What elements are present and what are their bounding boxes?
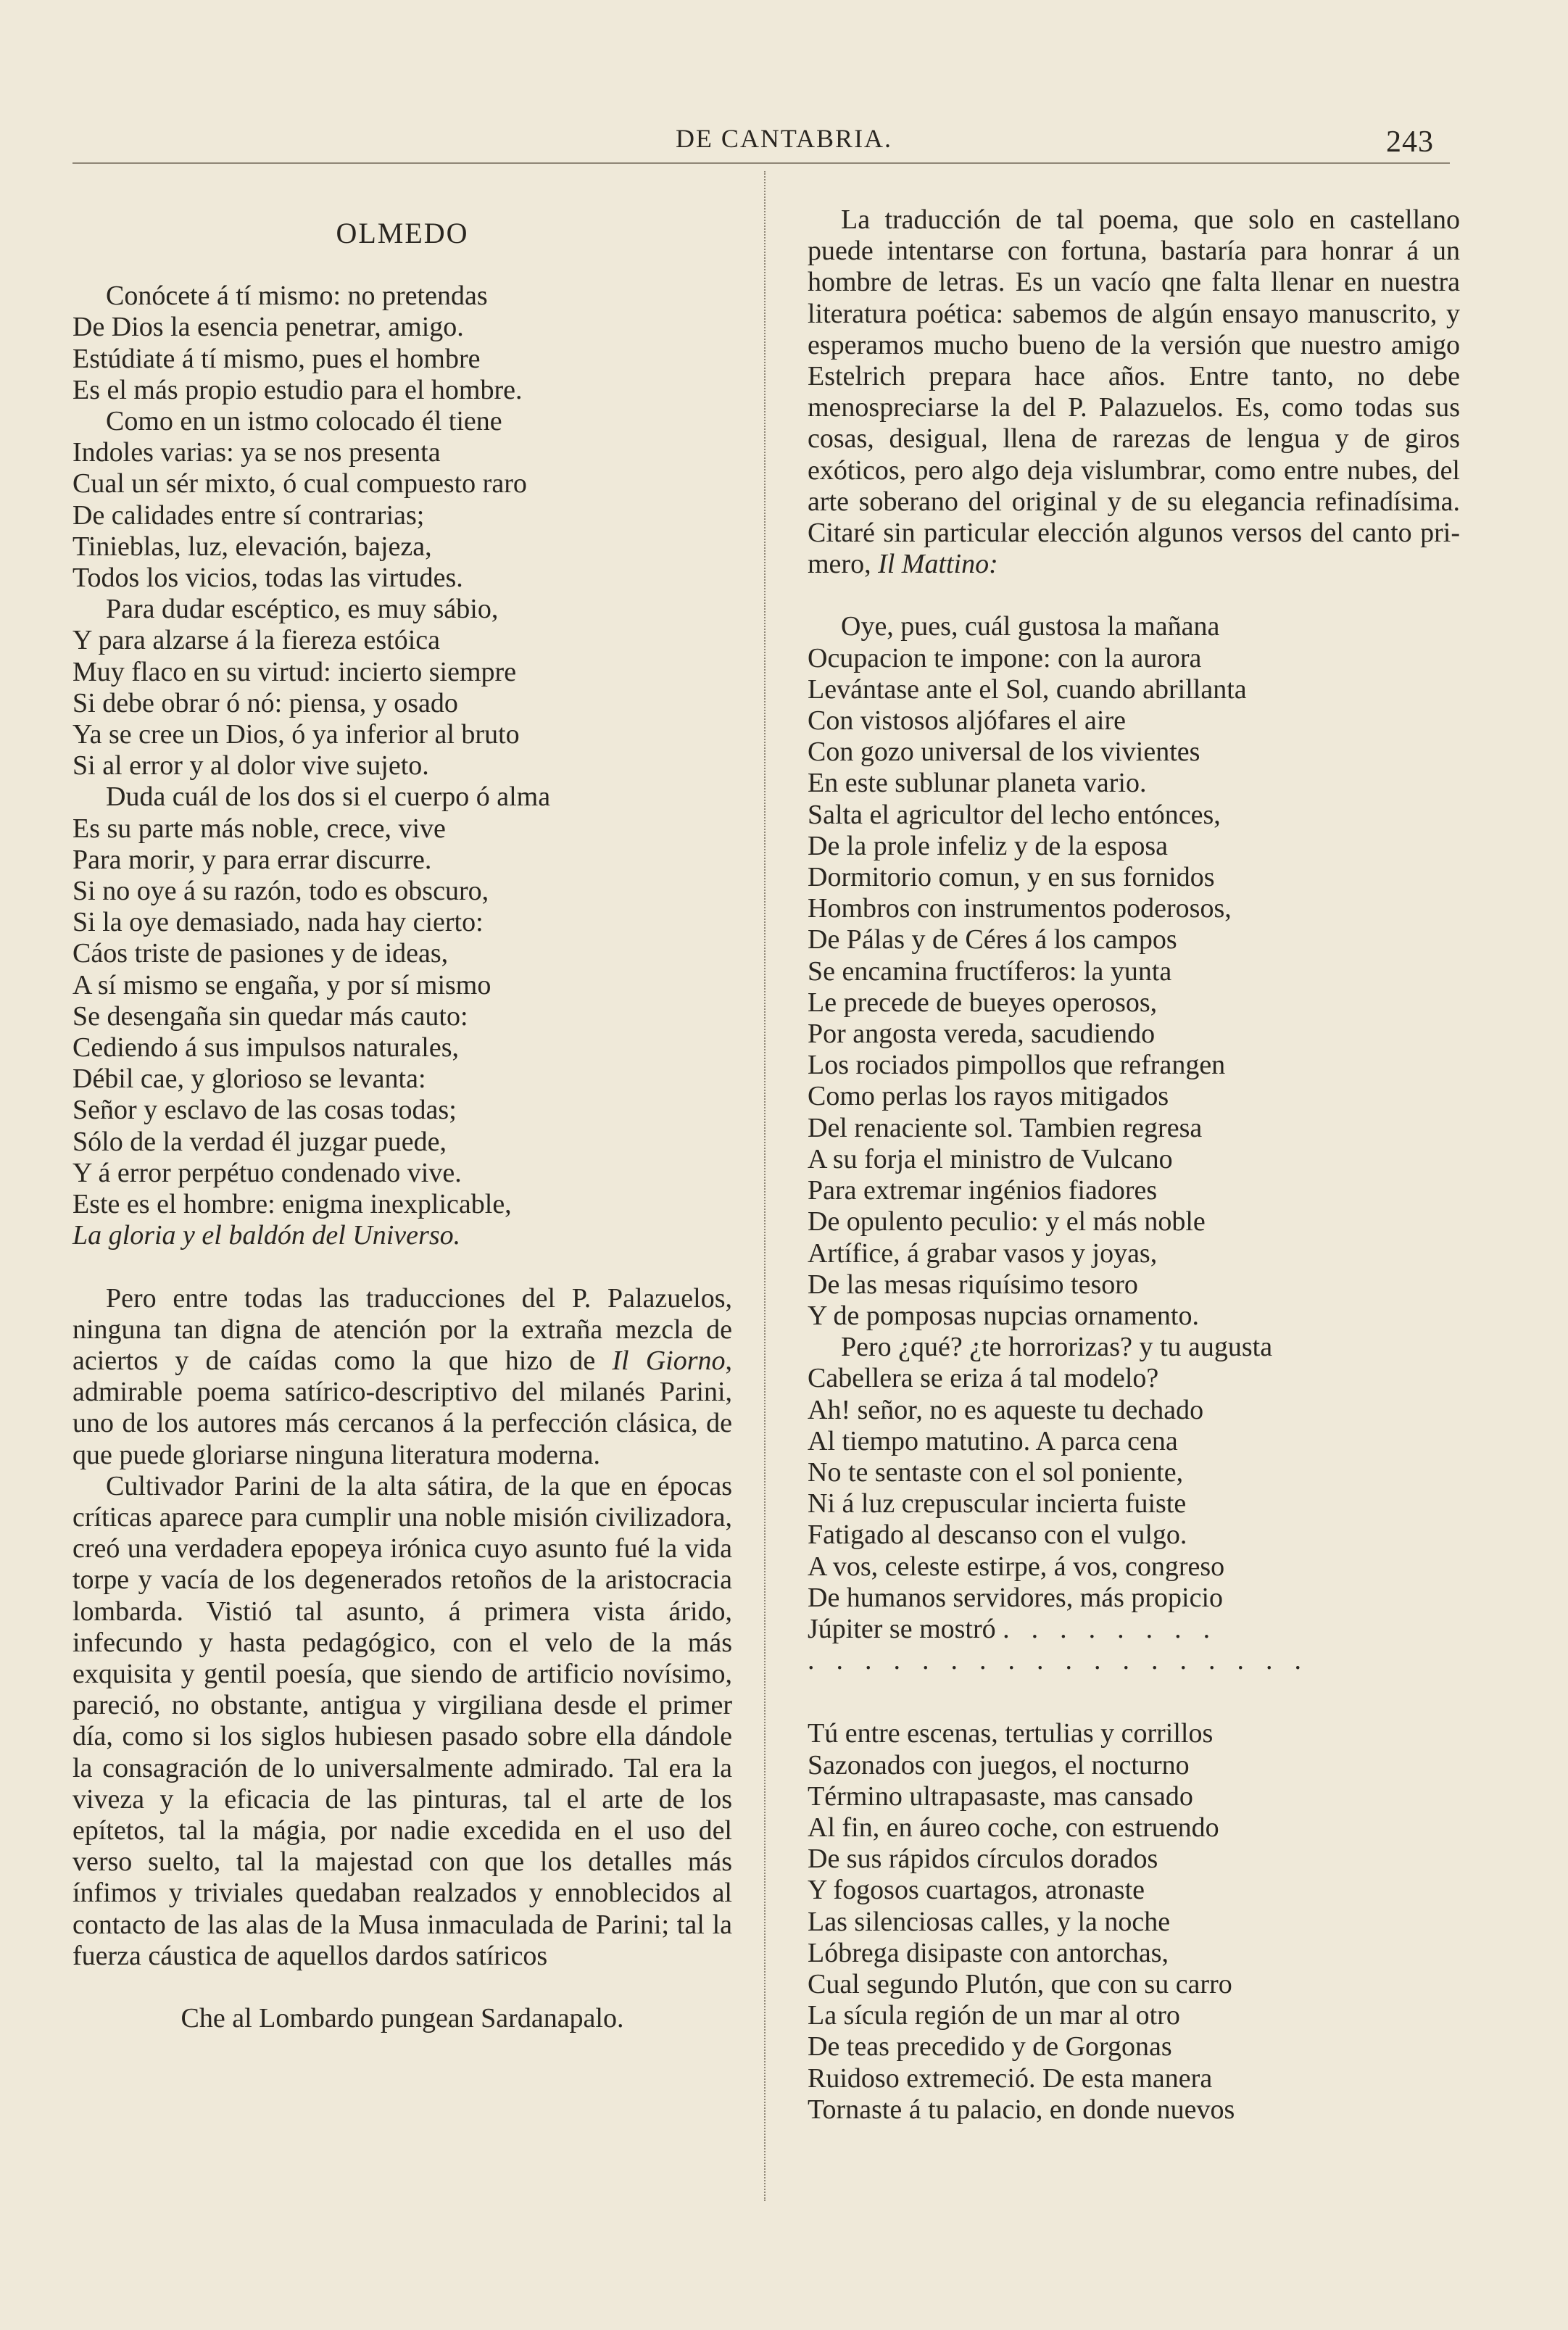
paragraph-text: Pero entre todas las traducciones del P. Palazuelos, ninguna tan digna de atención por la extraña mezcla de aciertos y de caídas como la que hizo de: [72, 1282, 732, 1376]
page-number: 243: [1386, 125, 1434, 159]
poem-line: De Dios la esencia penetrar, amigo.: [72, 312, 464, 343]
verse-line: Ni á luz crepuscular incierta fuiste: [808, 1488, 1187, 1520]
poem-line: Todos los vicios, todas las virtudes.: [72, 563, 463, 594]
verse-line: Salta el agricultor del lecho entónces,: [808, 799, 1221, 830]
verse-line: Para extremar ingénios fiadores: [808, 1175, 1158, 1206]
verse-line: Lóbrega disipaste con antorchas,: [808, 1937, 1169, 1968]
verse-line: Artífice, á grabar vasos y joyas,: [808, 1237, 1158, 1269]
poem-line: Es su parte más noble, crece, vive: [72, 813, 446, 844]
verse-line: De humanos servidores, más propicio: [808, 1582, 1224, 1613]
verse-line: Cabellera se eriza á tal modelo?: [808, 1363, 1159, 1394]
spacer: [808, 580, 1460, 611]
verse-line: Y fogosos cuartagos, atronaste: [808, 1875, 1145, 1906]
verse-line: Se encamina fructíferos: la yunta: [808, 955, 1172, 987]
column-divider: [764, 171, 766, 2201]
poem-line: Cáos triste de pasiones y de ideas,: [72, 938, 449, 969]
poem-line: Sólo de la verdad él juzgar puede,: [72, 1126, 447, 1157]
paragraph: [72, 1283, 732, 1471]
verse-line-with-ellipsis: [808, 1614, 1460, 1645]
verse-line: Ah! señor, no es aqueste tu dechado: [808, 1394, 1204, 1425]
poem-line: Se desengaña sin quedar más cauto:: [72, 1000, 468, 1032]
running-head: DE CANTABRIA.: [675, 124, 893, 153]
verse-line: Sazonados con juegos, el nocturno: [808, 1749, 1190, 1780]
poem-line: Para morir, y para errar discurre.: [72, 844, 432, 875]
verse-line: Con vistosos aljófares el aire: [808, 705, 1127, 737]
poem-line: Cual un sér mixto, ó cual compuesto raro: [72, 468, 527, 499]
intro-block: [808, 204, 1460, 580]
verse-line: De la prole infeliz y de la esposa: [808, 830, 1168, 861]
verse-line: Tú entre escenas, tertulias y corrillos: [808, 1718, 1214, 1749]
verse-line: Ruidoso extremeció. De esta manera: [808, 2062, 1213, 2094]
poem-line: Señor y esclavo de las cosas todas;: [72, 1095, 457, 1126]
verse-line: De sus rápidos círculos dorados: [808, 1844, 1158, 1875]
poem-title: OLMEDO: [336, 217, 469, 249]
verse-line: Oye, pues, cuál gustosa la mañana: [841, 611, 1220, 642]
verse-line: Cual segundo Plutón, que con su carro: [808, 1968, 1232, 1999]
verse-line: Del renaciente sol. Tambien regresa: [808, 1112, 1203, 1143]
poem-line: Es el más propio estudio para el hombre.: [72, 374, 523, 405]
spacer: [72, 1972, 732, 2003]
verse-line: La sícula región de un mar al otro: [808, 2000, 1180, 2031]
paragraph: Cultivador Parini de la alta sátira, de la que en épocas críticas aparece para cumplir una noble misión civilizadora, creó una verdadera epopeya irónica cuyo asunto fué la vida torpe y vacía de los degenerados retoños de la aristocracia lombarda. Vistió tal asunto, á primera vista árido, infecundo y hasta pedagógico, con el velo de la más exquisita y gentil poesía, que siendo de artificio novísimo, pareció, no obstante, antigua y virgiliana desde el primer día, como si los siglos hubiesen pasado sobre ella dándole la consagración de lo universalmente admirado. Tal era la viveza y la eficacia de las pinturas, tal el arte de los epítetos, tal la mágia, por nadie excedida en el uso del verso suelto, tal la majestad con que los detalles más ínfimos y triviales quedaban realzados y ennoblecidos al contacto de las alas de la Musa inmaculada de Parini; tal la fuerza cáustica de aquellos dardos satíricos: [72, 1470, 732, 1971]
poem-line: Estúdiate á tí mismo, pues el hombre: [72, 343, 481, 374]
poem-line: Débil cae, y glorioso se levanta:: [72, 1064, 426, 1095]
poem-line: Y á error perpétuo condenado vive.: [72, 1157, 462, 1188]
verse-line: Al tiempo matutino. A parca cena: [808, 1425, 1178, 1456]
poem-line: Si no oye á su razón, todo es obscuro,: [72, 876, 489, 907]
quoted-verse: Che al Lombardo pungean Sardanapalo.: [181, 2002, 624, 2033]
poem-line: Si al error y al dolor vive sujeto.: [72, 750, 429, 781]
poem-line: Duda cuál de los dos si el cuerpo ó alma: [106, 781, 551, 813]
poem-line: Si la oye demasiado, nada hay cierto:: [72, 907, 484, 938]
poem-line: Conócete á tí mismo: no pretendas: [106, 281, 488, 312]
verse-line: Hombros con instrumentos poderosos,: [808, 893, 1232, 924]
spacer: [808, 1676, 1460, 1718]
work-title: Il Giorno: [612, 1345, 726, 1376]
poem-line: Tinieblas, luz, elevación, bajeza,: [72, 531, 432, 562]
verse-line: Como perlas los rayos mitigados: [808, 1081, 1169, 1112]
translated-verse-b: [808, 1718, 1460, 2126]
spacer: [72, 1252, 732, 1283]
verse-line: De opulento peculio: y el más noble: [808, 1206, 1206, 1237]
verse-line: Los rociados pimpollos que refrangen: [808, 1050, 1226, 1081]
paragraph-text: , admirable poema satírico-descriptivo del milanés Parini, uno de los autores más cercanos á la perfección clásica, de que puede gloriarse ninguna literatura moderna.: [72, 1345, 732, 1470]
poem-line: Indoles varias: ya se nos presenta: [72, 437, 441, 468]
verse-line: Levántase ante el Sol, cuando abrillanta: [808, 673, 1247, 705]
verse-line: Pero ¿qué? ¿te horrorizas? y tu augusta: [841, 1332, 1273, 1363]
verse-line: De teas precedido y de Gorgonas: [808, 2031, 1172, 2062]
left-column: [72, 217, 732, 2034]
poem-last-line: La gloria y el baldón del Universo.: [72, 1220, 461, 1251]
poem-line: Ya se cree un Dios, ó ya inferior al bruto: [72, 719, 520, 750]
verse-line: No te sentaste con el sol poniente,: [808, 1456, 1184, 1488]
poem-line: Muy flaco en su virtud: incierto siempre: [72, 656, 517, 687]
verse-line: Por angosta vereda, sacudiendo: [808, 1019, 1156, 1050]
ellipsis: ........: [1003, 1613, 1232, 1644]
verse-line: En este sublunar planeta vario.: [808, 768, 1147, 799]
translated-verse-a: [808, 611, 1460, 1676]
poem-line: Para dudar escéptico, es muy sábio,: [106, 594, 499, 625]
verse-line: Ocupacion te impone: con la aurora: [808, 642, 1202, 673]
olmedo-poem: [72, 281, 732, 1251]
verse-line: De las mesas riquísimo tesoro: [808, 1269, 1138, 1300]
verse-line: Fatigado al descanso con el vulgo.: [808, 1520, 1187, 1551]
header-rule: [72, 162, 1450, 164]
poem-line: Si debe obrar ó nó: piensa, y osado: [72, 687, 458, 718]
verse-line: Tornaste á tu palacio, en donde nuevos: [808, 2094, 1235, 2125]
paragraph: [808, 204, 1460, 580]
work-title: Il Mattino:: [878, 549, 998, 580]
verse-line: Y de pomposas nupcias ornamento.: [808, 1300, 1199, 1331]
poem-line: Y para alzarse á la fiereza estóica: [72, 625, 441, 656]
verse-line: Le precede de bueyes operosos,: [808, 987, 1158, 1018]
verse-line: Con gozo universal de los vivientes: [808, 737, 1200, 768]
poem-line: Como en un istmo colocado él tiene: [106, 406, 502, 437]
verse-text: Júpiter se mostró: [808, 1613, 996, 1644]
ellipsis-row: ..................: [808, 1645, 1323, 1676]
right-column: [808, 204, 1460, 2126]
verse-line: A su forja el ministro de Vulcano: [808, 1143, 1173, 1174]
poem-line: Este es el hombre: enigma inexplicable,: [72, 1189, 512, 1220]
poem-line: A sí mismo se engaña, y por sí mismo: [72, 969, 491, 1000]
verse-line: Las silenciosas calles, y la noche: [808, 1906, 1171, 1937]
poem-line: Cediendo á sus impulsos naturales,: [72, 1032, 459, 1064]
paragraph-text: La traducción de tal poema, que solo en castellano puede intentarse con fortuna, bastaría para honrar á un hombre de letras. Es un vacío qne falta llenar en nuestra literatura poética: sabemos de algún ensayo manuscrito, y esperamos mucho bueno de la versión que nuestro amigo Estelrich prepara hace años. Entre tanto, no debe menospreciarse la del P. Palazuelos. Es, como todas sus cosas, desigual, llena de rarezas de lengua y de giros exóticos, pero algo deja vislumbrar, como entre nubes, del arte soberano del original y de su elegancia refinadísima. Citaré sin particular elección algunos versos del canto primero,: [808, 204, 1460, 580]
verse-line: Dormitorio comun, y en sus fornidos: [808, 862, 1215, 893]
verse-line: A vos, celeste estirpe, á vos, congreso: [808, 1551, 1225, 1582]
verse-line: Término ultrapasaste, mas cansado: [808, 1780, 1193, 1812]
verse-line: De Pálas y de Céres á los campos: [808, 924, 1177, 955]
verse-line: Al fin, en áureo coche, con estruendo: [808, 1812, 1219, 1843]
prose-block: [72, 1283, 732, 1972]
poem-line: De calidades entre sí contrarias;: [72, 499, 425, 531]
